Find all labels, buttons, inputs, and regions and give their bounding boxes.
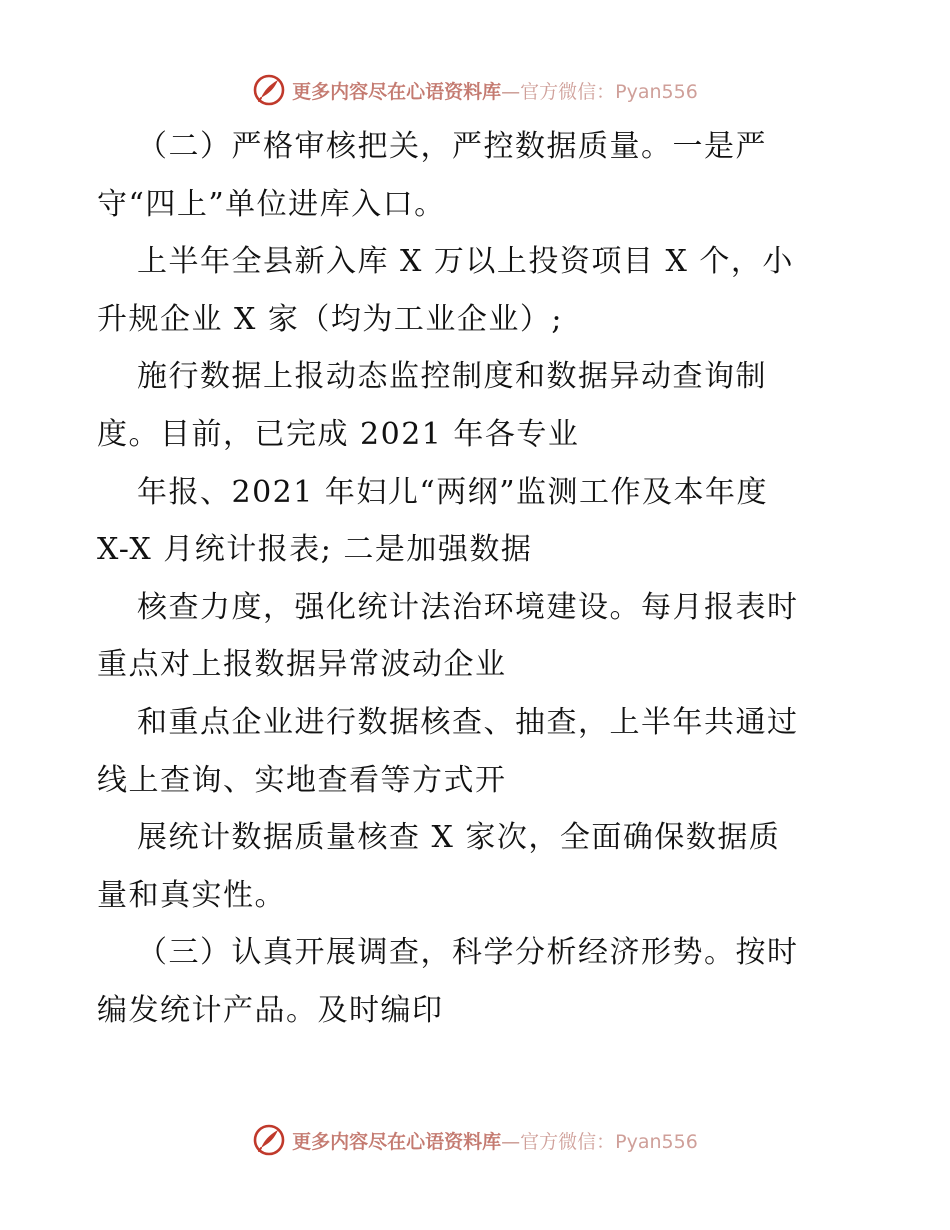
paragraph-line: 重点对上报数据异常波动企业 (97, 647, 507, 683)
quill-logo-icon (252, 1123, 286, 1157)
footer-separator: — (501, 1130, 521, 1153)
header-banner (0, 70, 950, 110)
paragraph-line: （二）严格审核把关，严控数据质量。一是严 (137, 129, 767, 164)
paragraph-line: 编发统计产品。及时编印 (97, 992, 444, 1028)
paragraph-line: 量和真实性。 (97, 877, 286, 913)
header-separator: — (501, 80, 521, 103)
paragraph-line: 守“四上”单位进库入口。 (97, 186, 446, 222)
header-wechat: 官方微信：Pyan556 (520, 80, 698, 103)
header-text (292, 77, 698, 104)
footer-text (292, 1127, 698, 1154)
paragraph-line: 展统计数据质量核查 X 家次，全面确保数据质 (137, 820, 781, 856)
paragraph-line: X-X 月统计报表; 二是加强数据 (97, 532, 533, 568)
paragraph-line: 度。目前，已完成 2021 年各专业 (97, 416, 580, 452)
paragraph-line: 线上查询、实地查看等方式开 (97, 762, 507, 798)
paragraph-line: 升规企业 X 家（均为工业企业）; (97, 301, 564, 337)
paragraph-line: 核查力度，强化统计法治环境建设。每月报表时 (137, 589, 799, 625)
footer-brand: 更多内容尽在心语资料库 (292, 1130, 502, 1153)
paragraph-line: 年报、2021 年妇儿“两纲”监测工作及本年度 (137, 474, 769, 510)
footer-banner (0, 1120, 950, 1160)
quill-logo-icon (252, 73, 286, 107)
header-brand: 更多内容尽在心语资料库 (292, 80, 502, 103)
paragraph-line: 上半年全县新入库 X 万以上投资项目 X 个，小 (137, 244, 794, 280)
footer-wechat: 官方微信：Pyan556 (520, 1130, 698, 1153)
paragraph-line: 和重点企业进行数据核查、抽查，上半年共通过 (137, 704, 799, 740)
paragraph-line: （三）认真开展调查，科学分析经济形势。按时 (137, 935, 799, 971)
paragraph-line: 施行数据上报动态监控制度和数据异动查询制 (137, 359, 767, 395)
document-body (97, 118, 857, 1040)
